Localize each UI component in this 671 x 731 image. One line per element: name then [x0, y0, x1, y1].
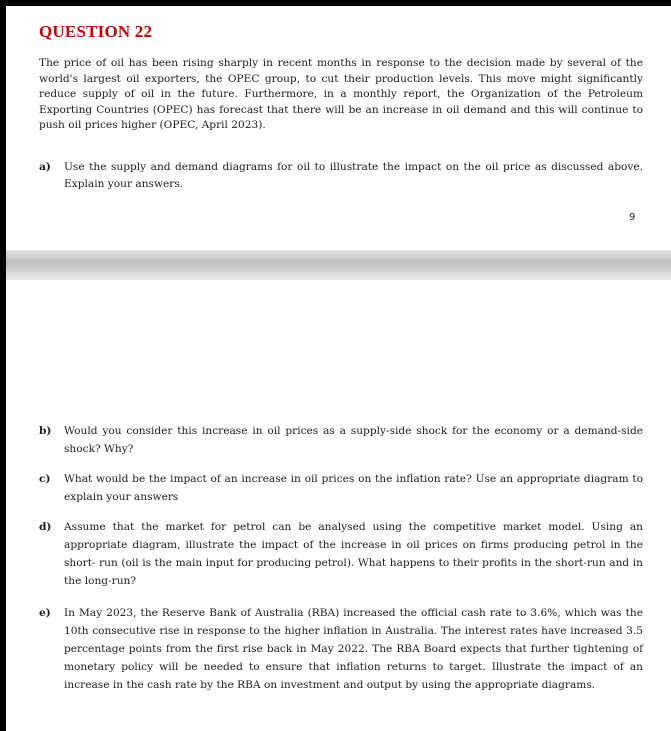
- question-title: QUESTION 22: [39, 22, 153, 41]
- part-label: b): [39, 425, 52, 437]
- part-text: In May 2023, the Reserve Bank of Australia (RBA) increased the official cash rate to 3.6%, which was the 10th consecutive rise in response to the higher inflation in Australia. The interest rates have increased 3.5 percentage points from the first rise back in May 2022. The RBA Board expects that further tightening of monetary policy will be needed to ensure that inflation returns to target. Illustrate the impact of an increase in the cash rate by the RBA on investment and output by using the appropriate diagrams.: [64, 607, 643, 691]
- marks-value: 9: [629, 212, 636, 223]
- question-part-c: [39, 470, 643, 506]
- document-page-1: [6, 6, 671, 250]
- part-text: Assume that the market for petrol can be analysed using the competitive market model. Using an appropriate diagram, illustrate the impact of the increase in oil prices on firms producing petrol in the short- run (oil is the main input for producing petrol). What happens to their profits in the short-run and in the long-run?: [64, 521, 643, 587]
- question-part-d: [39, 518, 643, 590]
- page-separator: [6, 250, 671, 280]
- part-label: c): [39, 473, 51, 485]
- document-page-2: [6, 280, 671, 731]
- question-part-e: [39, 604, 643, 694]
- part-label: a): [39, 161, 51, 173]
- part-label: e): [39, 607, 51, 619]
- question-part-b: [39, 422, 643, 458]
- part-label: d): [39, 521, 52, 533]
- question-intro: The price of oil has been rising sharply in recent months in response to the decision made by several of the world's largest oil exporters, the OPEC group, to cut their production levels. This move might significantly reduce supply of oil in the future. Furthermore, in a monthly report, the Organization of the Petroleum Exporting Countries (OPEC) has forecast that there will be an increase in oil demand and this will continue to push oil prices higher (OPEC, April 2023).: [39, 57, 643, 132]
- part-text: What would be the impact of an increase in oil prices on the inflation rate? Use an appropriate diagram to explain your answers: [64, 473, 643, 503]
- part-text: Would you consider this increase in oil prices as a supply-side shock for the economy or a demand-side shock? Why?: [64, 425, 643, 455]
- part-text: Use the supply and demand diagrams for oil to illustrate the impact on the oil price as discussed above. Explain your answers.: [64, 161, 643, 190]
- question-part-a: [39, 159, 643, 193]
